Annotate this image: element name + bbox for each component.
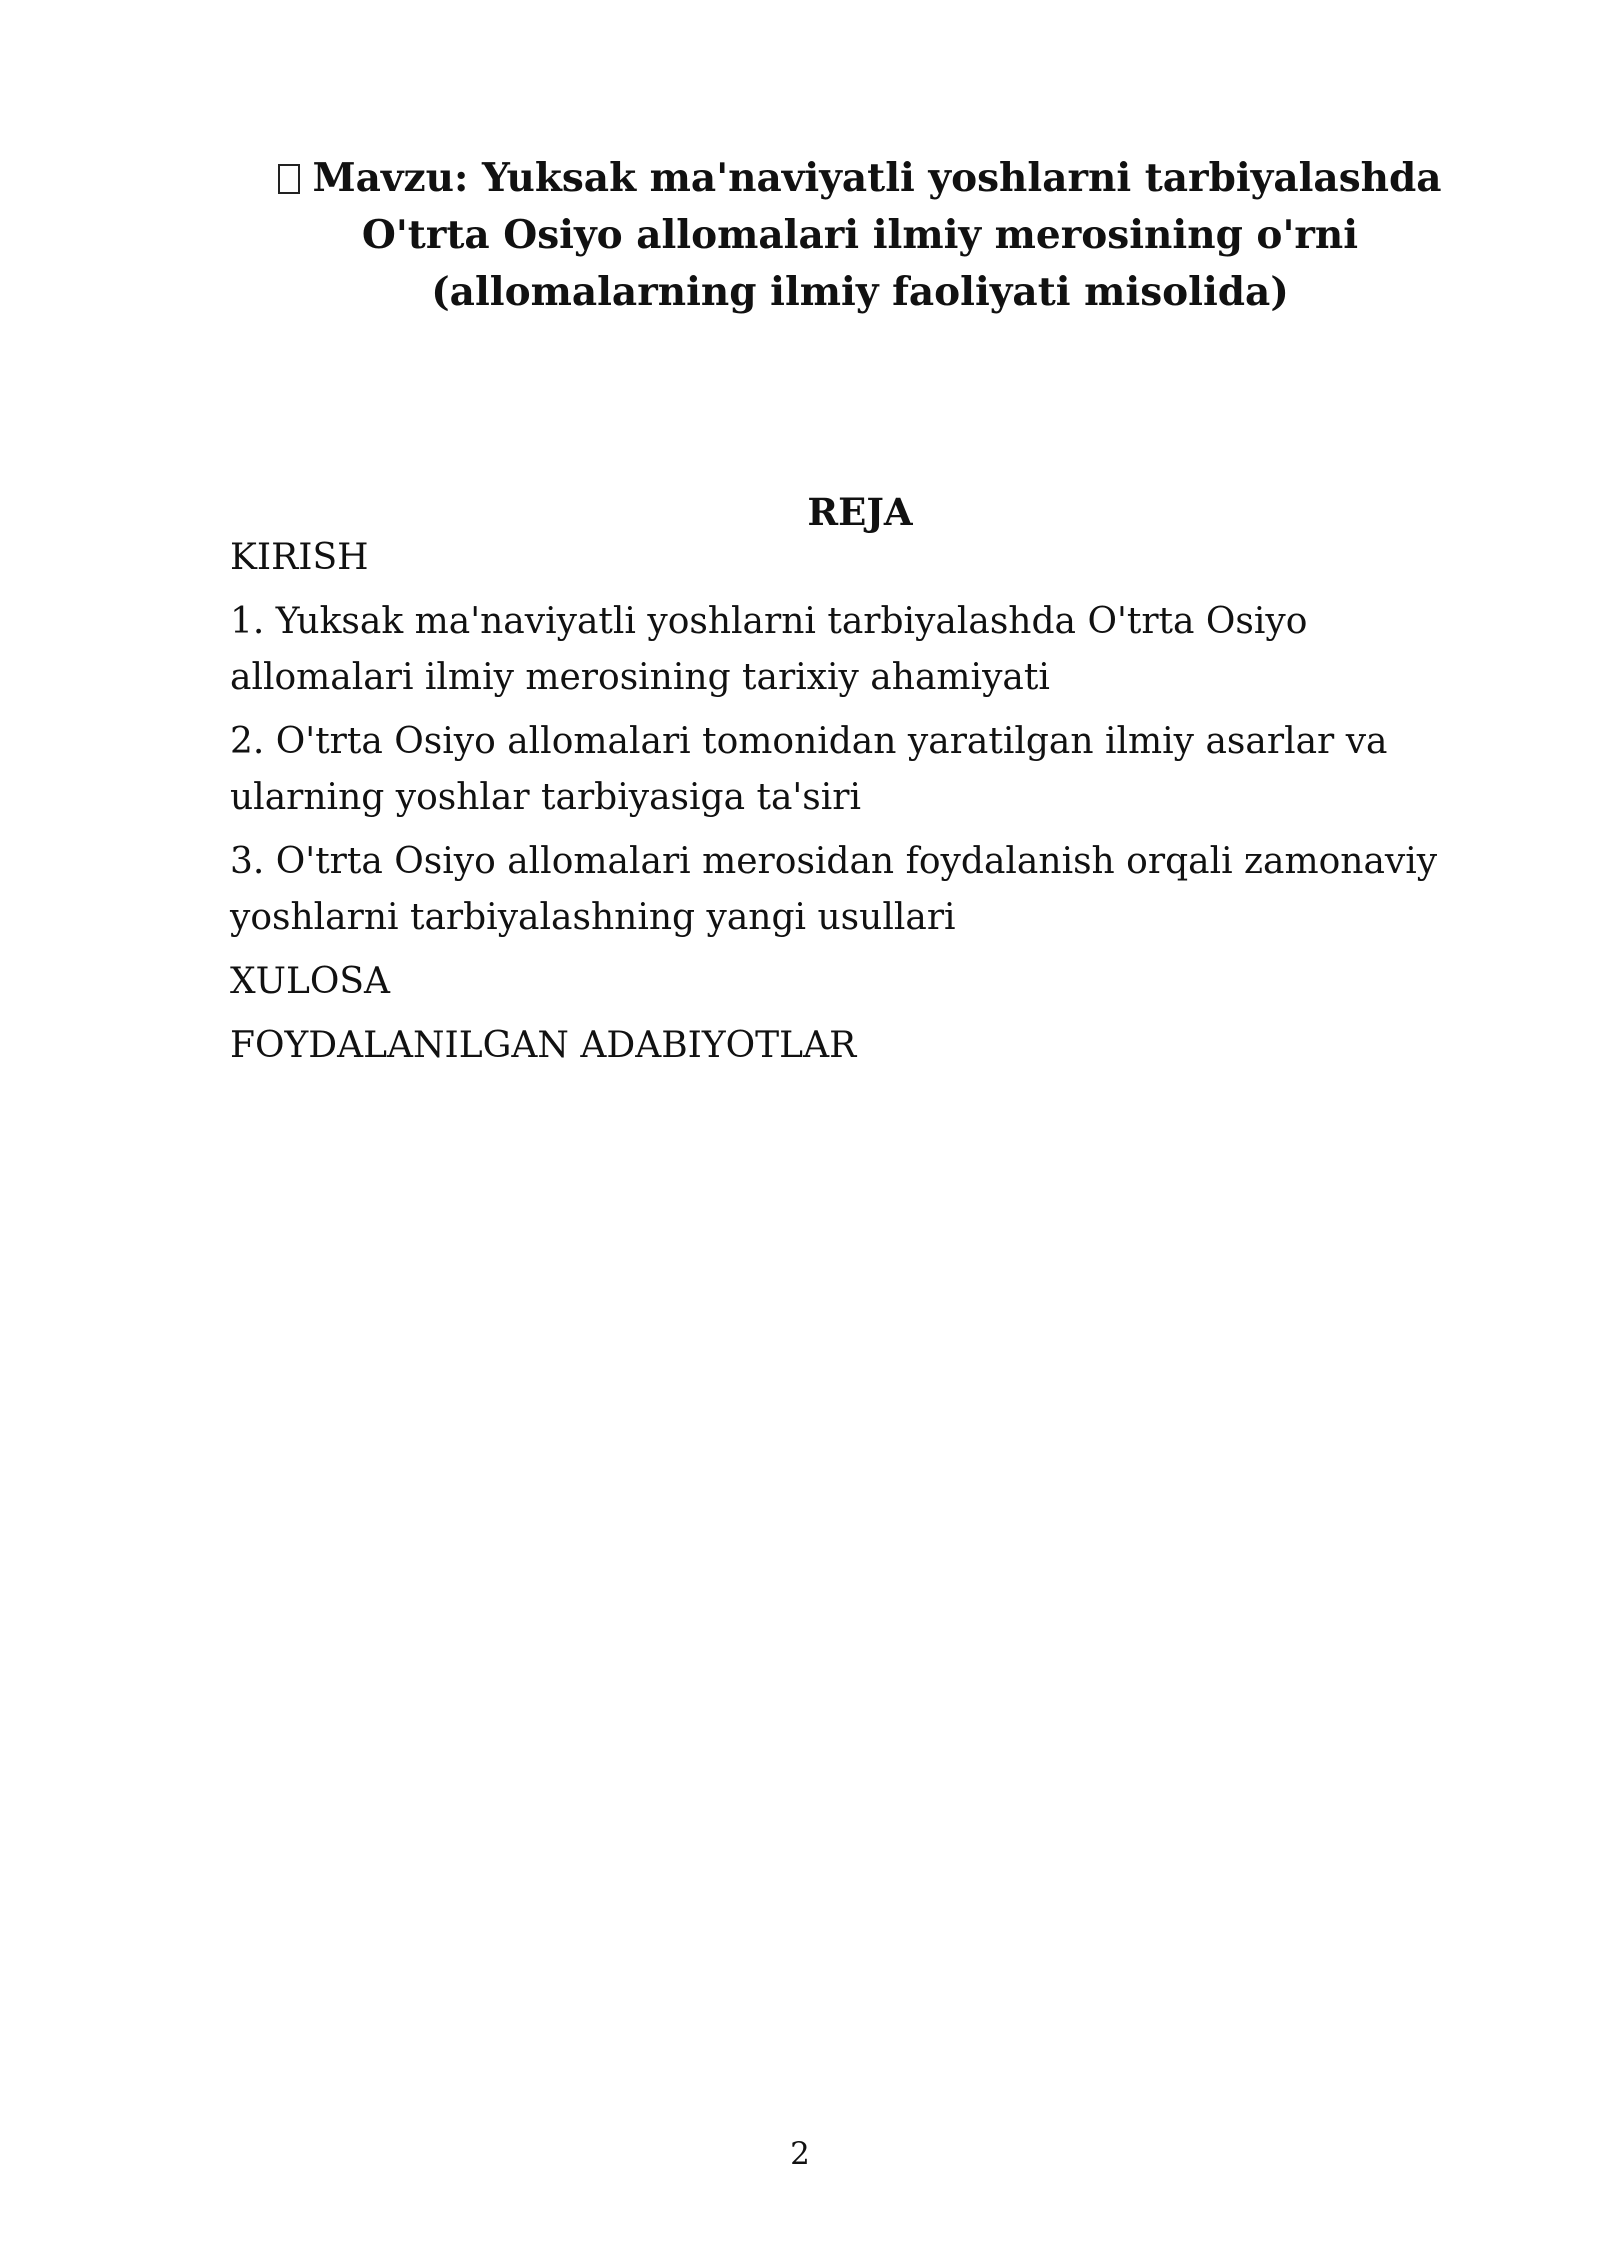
title-text-line-1: Mavzu: Yuksak ma'naviyatli yoshlarni tarbiyalashda <box>312 155 1442 201</box>
plan-item-introduction: KIRISH <box>230 537 369 578</box>
title-line-2: O'trta Osiyo allomalari ilmiy merosining o'rni <box>361 212 1359 258</box>
missing-glyph-box-icon <box>278 164 300 194</box>
title-line-1 <box>270 150 1450 207</box>
page-number: 2 <box>790 2136 810 2172</box>
plan-list <box>230 530 1490 1082</box>
plan-item-references: FOYDALANILGAN ADABIYOTLAR <box>230 1025 857 1066</box>
document-title <box>270 150 1450 321</box>
plan-item-2: 2. O'trta Osiyo allomalari tomonidan yaratilgan ilmiy asarlar va ularning yoshlar tarbiyasiga ta'siri <box>230 721 1388 818</box>
title-line-3: (allomalarning ilmiy faoliyati misolida) <box>431 269 1289 315</box>
plan-heading: REJA <box>807 489 913 534</box>
plan-item-3: 3. O'trta Osiyo allomalari merosidan foydalanish orqali zamonaviy yoshlarni tarbiyalashning yangi usullari <box>230 841 1438 938</box>
plan-item-1: 1. Yuksak ma'naviyatli yoshlarni tarbiyalashda O'trta Osiyo allomalari ilmiy merosining tarixiy ahamiyati <box>230 601 1308 698</box>
plan-item-conclusion: XULOSA <box>230 961 391 1002</box>
